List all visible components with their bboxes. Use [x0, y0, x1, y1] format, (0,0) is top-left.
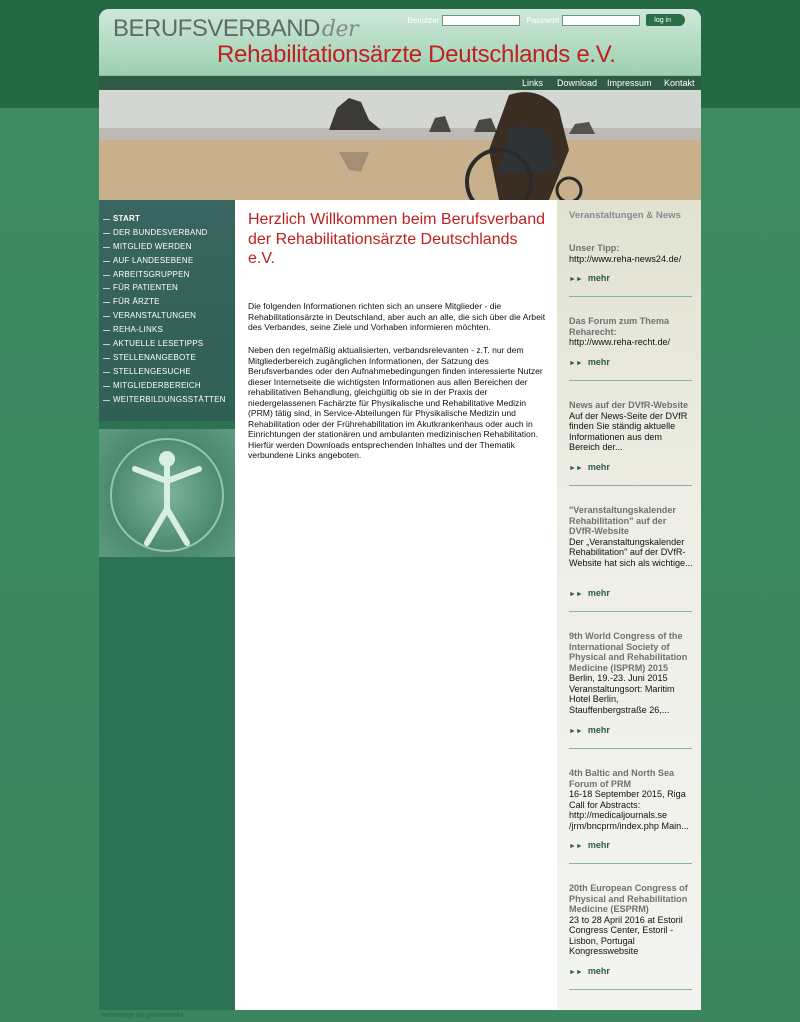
nav-bundesverband[interactable]: DER BUNDESVERBAND [99, 226, 235, 240]
more-link[interactable]: ►► mehr [569, 357, 610, 367]
nav-landesebene[interactable]: AUF LANDESEBENE [99, 254, 235, 268]
event-text: 23 to 28 April 2016 at Estoril Congress Center, Estoril - Lisbon, Portugal Kongresswebsite [569, 914, 683, 956]
more-link[interactable]: ►► mehr [569, 273, 610, 283]
arrow-icon: ►► [569, 843, 583, 850]
arrow-icon: ►► [569, 276, 583, 283]
username-input[interactable] [442, 15, 520, 26]
brand-der: der [321, 17, 358, 42]
site-header [99, 9, 701, 75]
intro-paragraph: Die folgenden Informationen richten sich an unsere Mitglieder - die Rehabilitationsärzte in Deutschland, aber auch an alle, die sich über die Arbeit des Verbandes, seine Ziele und Vorhaben informieren möchten. [248, 301, 546, 332]
event-text: Berlin, 19.-23. Juni 2015 Veranstaltungsort: Maritim Hotel Berlin, Stauffenbergstraße 26,... [569, 673, 675, 715]
more-link[interactable]: ►► mehr [569, 840, 610, 850]
username-label: Benutzer [407, 15, 440, 25]
event-text: 16-18 September 2015, Riga Call for Abstracts: http://medicaljournals.se /jrm/bncprm/index.php Main... [569, 789, 689, 831]
event-text: http://www.reha-recht.de/ [569, 337, 671, 347]
events-column [557, 200, 701, 1010]
event-item [569, 505, 693, 568]
nav-lesetipps[interactable]: AKTUELLE LESETIPPS [99, 337, 235, 351]
event-title: "Veranstaltungskalender Rehabilitation" auf der DVfR-Website [569, 505, 676, 536]
password-label: Passwort [526, 15, 560, 25]
divider [569, 748, 692, 749]
nav-weiterbildungsstaetten[interactable]: WEITERBILDUNGSSTÄTTEN [99, 393, 235, 407]
more-link[interactable]: ►► mehr [569, 966, 610, 976]
nav-mitgliederbereich[interactable]: MITGLIEDERBEREICH [99, 379, 235, 393]
nav-start[interactable]: START [99, 212, 235, 226]
arrow-icon: ►► [569, 728, 583, 735]
password-input[interactable] [562, 15, 640, 26]
nav-fuer-aerzte[interactable]: FÜR ÄRZTE [99, 295, 235, 309]
event-item [569, 316, 693, 348]
events-title: Veranstaltungen & News [569, 210, 681, 221]
topnav-impressum[interactable]: Impressum [607, 78, 652, 88]
event-text: Auf der News-Seite der DVfR finden Sie ständig aktuelle Informationen aus dem Bereich der... [569, 410, 688, 452]
beach-wheelchair-photo [99, 90, 701, 200]
divider [569, 485, 692, 486]
topnav-kontakt[interactable]: Kontakt [664, 78, 695, 88]
event-title: 9th World Congress of the International Society of Physical and Rehabilitation Medicine (ISPRM) 2015 [569, 631, 688, 673]
nav-fuer-patienten[interactable]: FÜR PATIENTEN [99, 281, 235, 295]
main-content [235, 200, 557, 1010]
divider [569, 989, 692, 990]
top-nav [99, 75, 701, 91]
divider [569, 296, 692, 297]
nav-reha-links[interactable]: REHA-LINKS [99, 323, 235, 337]
arrow-icon: ►► [569, 465, 583, 472]
login-form [407, 14, 685, 26]
nav-mitglied-werden[interactable]: MITGLIED WERDEN [99, 240, 235, 254]
event-text: Der „Veranstaltungskalender Rehabilitation" auf der DVfR-Website hat sich als wichtige... [569, 536, 693, 568]
page-frame [99, 9, 701, 1010]
event-title: Das Forum zum Thema Reharecht: [569, 316, 670, 337]
login-button[interactable]: log in [646, 14, 685, 26]
event-item [569, 883, 693, 957]
nav-stellengesuche[interactable]: STELLENGESUCHE [99, 365, 235, 379]
brand-logo[interactable] [113, 15, 358, 43]
info-paragraph: Neben den regelmäßig aktualisierten, verbandsrelevanten - z.T. nur dem Mitgliederbereich zugänglichen Informationen, der Satzung des Berufsverbandes oder den Aufnahmebedingungen finden interessierte Nutzer dieser Internetseite die wichtigsten Informationen aus allen Bereichen der rehabilitativen Behandlung, gleichgültig ob sie in der Praxis der niedergelassenen Fachärzte für Physikalische und Rehabilitative Medizin (PRM) tätig sind, in Service-Abteilungen für Physikalische Medizin und Rehabilitation oder der Frührehabilitation im Akutkrankenhaus oder auch in Einrichtungen der stationären und ambulanten medizinischen Rehabilitation. Hierfür werden Downloads entsprechenden Inhaltes und der Thematik verbundene Links angeboten. [248, 345, 543, 460]
event-title: Unser Tipp: [569, 243, 620, 253]
divider [569, 380, 692, 381]
vitruvian-figure-image [99, 429, 235, 557]
hero-image [99, 90, 701, 200]
divider [569, 611, 692, 612]
arrow-icon: ►► [569, 969, 583, 976]
event-title: 20th European Congress of Physical and Rehabilitation Medicine (ESPRM) [569, 883, 688, 914]
event-item [569, 243, 693, 264]
event-item [569, 631, 693, 715]
nav-veranstaltungen[interactable]: VERANSTALTUNGEN [99, 309, 235, 323]
arrow-icon: ►► [569, 360, 583, 367]
event-title: News auf der DVfR-Website [569, 400, 689, 410]
more-link[interactable]: ►► mehr [569, 462, 610, 472]
left-nav [99, 200, 235, 421]
event-item [569, 768, 693, 831]
brand-line1: BERUFSVERBAND [113, 15, 320, 42]
event-text: http://www.reha-news24.de/ [569, 253, 682, 264]
left-column [99, 200, 235, 1010]
topnav-links[interactable]: Links [522, 78, 544, 88]
event-item [569, 400, 693, 453]
nav-stellenangebote[interactable]: STELLENANGEBOTE [99, 351, 235, 365]
more-link[interactable]: ►► mehr [569, 588, 610, 598]
more-link[interactable]: ►► mehr [569, 725, 610, 735]
event-title: 4th Baltic and North Sea Forum of PRM [569, 768, 675, 789]
topnav-download[interactable]: Download [557, 78, 598, 88]
brand-line2: Rehabilitationsärzte Deutschlands e.V. [217, 41, 616, 68]
nav-arbeitsgruppen[interactable]: ARBEITSGRUPPEN [99, 268, 235, 282]
divider [569, 863, 692, 864]
arrow-icon: ►► [569, 591, 583, 598]
welcome-heading: Herzlich Willkommen beim Berufsverband der Rehabilitationsärzte Deutschlands e.V. [248, 211, 545, 267]
footer-credit[interactable]: webdesign by globalmedia [101, 1012, 184, 1019]
vitruvian-figure-icon [99, 429, 235, 557]
